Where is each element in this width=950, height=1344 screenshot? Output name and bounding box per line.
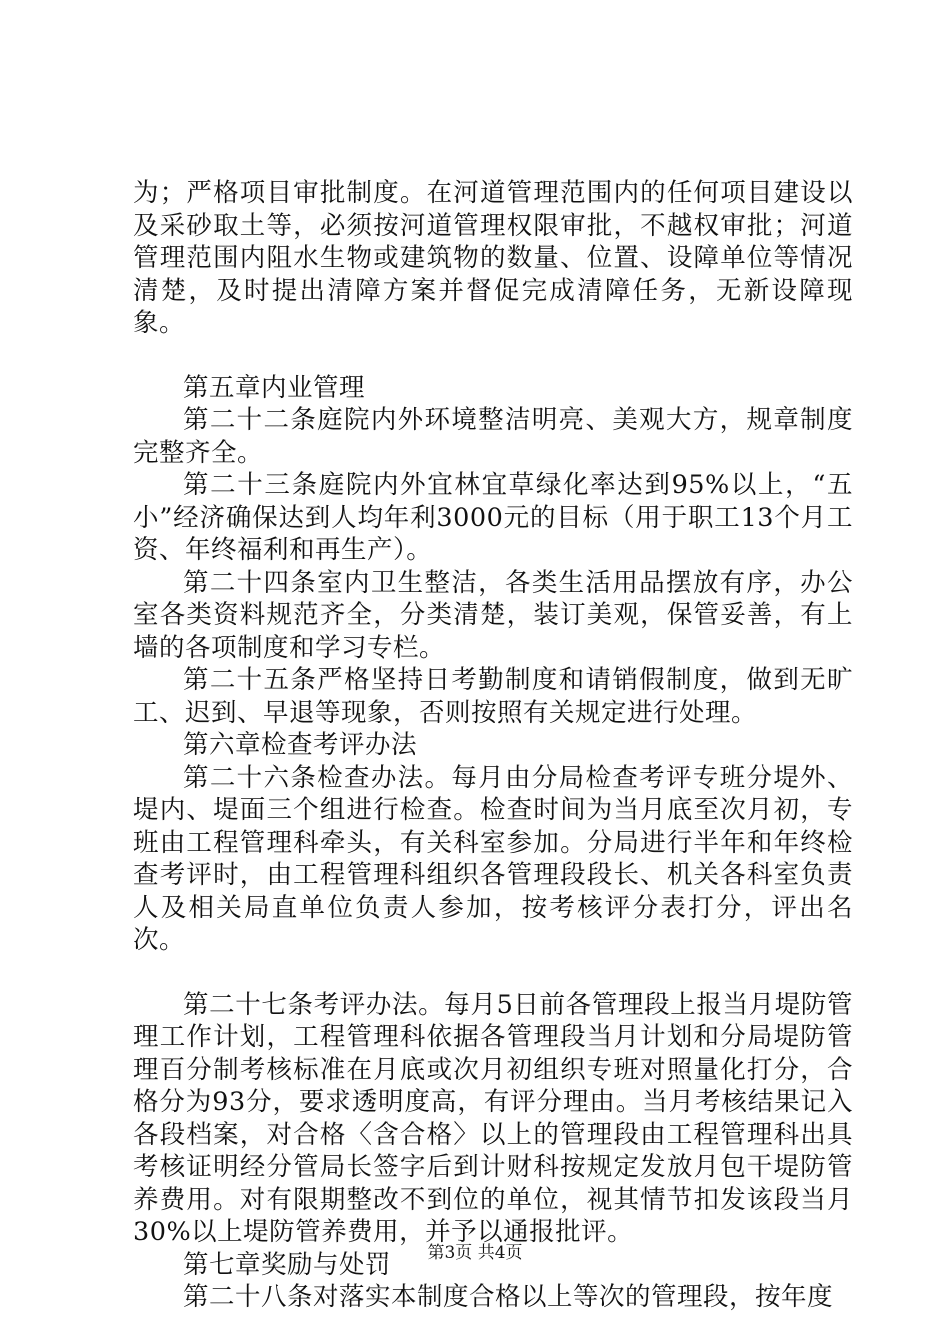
article-22: 第二十二条庭院内外环境整洁明亮、美观大方，规章制度完整齐全。 — [133, 405, 853, 468]
article-28: 第二十八条对落实本制度合格以上等次的管理段，按年度 — [183, 1282, 834, 1312]
article-26: 第二十六条检查办法。每月由分局检查考评专班分堤外、堤内、堤面三个组进行检查。检查时间为当月底至次月初，专班由工程管理科牵头，有关科室参加。分局进行半年和年终检查考评时，由工程管理科组织各管理段段长、机关各科室负责人及相关局直单位负责人参加，按考核评分表打分，评出名次。 — [133, 762, 853, 955]
chapter-heading-6: 第六章检查考评办法 — [183, 730, 418, 760]
article-24: 第二十四条室内卫生整洁，各类生活用品摆放有序，办公室各类资料规范齐全，分类清楚，装订美观，保管妥善，有上墙的各项制度和学习专栏。 — [133, 567, 853, 663]
paragraph-river-approval: 为；严格项目审批制度。在河道管理范围内的任何项目建设以及采砂取土等，必须按河道管理权限审批，不越权审批；河道管理范围内阻水生物或建筑物的数量、位置、设障单位等情况清楚，及时提出清障方案并督促完成清障任务，无新设障现象。 — [133, 178, 853, 338]
article-27: 第二十七条考评办法。每月5日前各管理段上报当月堤防管理工作计划，工程管理科依据各管理段当月计划和分局堤防管理百分制考核标准在月底或次月初组织专班对照量化打分，合格分为93分，要求透明度高，有评分理由。当月考核结果记入各段档案，对合格〈含合格〉以上的管理段由工程管理科出具考核证明经分管局长签字后到计财科按规定发放月包干堤防管养费用。对有限期整改不到位的单位，视其情节扣发该段当月30%以上堤防管养费用，并予以通报批评。 — [133, 989, 853, 1247]
article-23: 第二十三条庭院内外宜林宜草绿化率达到95%以上，“五小”经济确保达到人均年利3000元的目标（用于职工13个月工资、年终福利和再生产）。 — [133, 470, 853, 565]
chapter-heading-7: 第七章奖励与处罚 — [183, 1249, 392, 1280]
chapter-heading-5: 第五章内业管理 — [183, 372, 366, 403]
article-25: 第二十五条严格坚持日考勤制度和请销假制度，做到无旷工、迟到、早退等现象，否则按照有关规定进行处理。 — [133, 665, 853, 728]
page-number-footer: 第3页 共4页 — [427, 1243, 523, 1263]
document-body — [133, 177, 853, 1314]
